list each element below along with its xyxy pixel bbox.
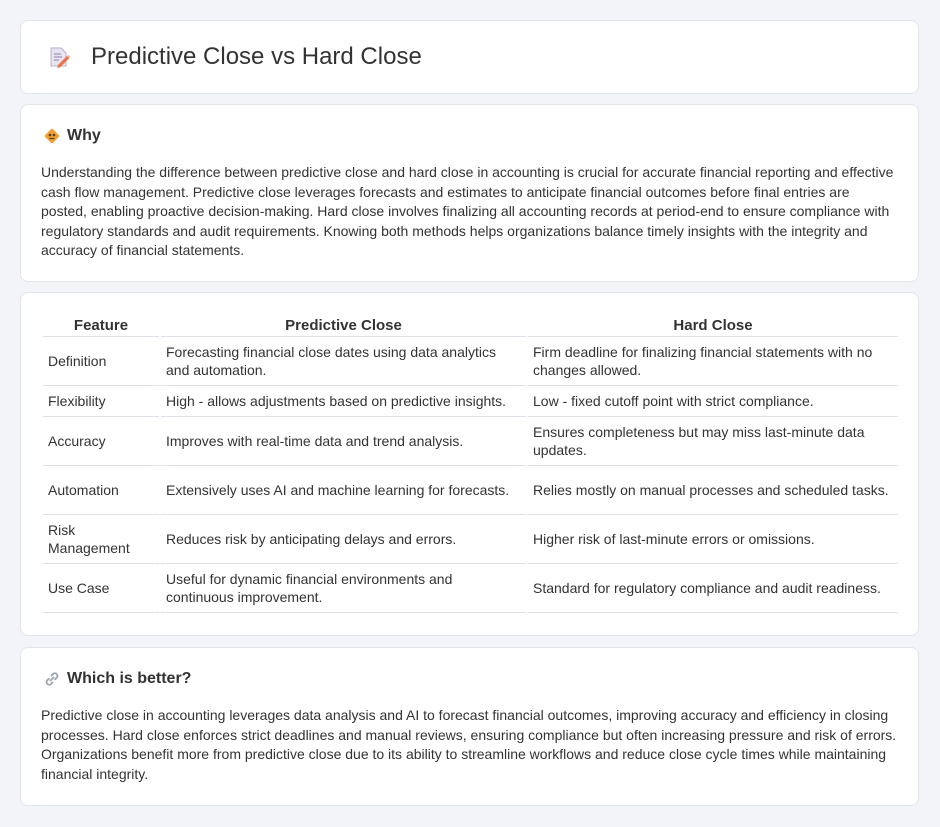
table-row xyxy=(43,417,898,466)
feature-cell: Automation xyxy=(43,466,159,515)
hard-cell: Higher risk of last-minute errors or omissions. xyxy=(528,515,898,564)
warning-diamond-icon xyxy=(43,127,61,145)
why-section xyxy=(20,104,919,282)
table-row xyxy=(43,466,898,515)
comparison-table xyxy=(41,315,900,613)
header-hard-close: Hard Close xyxy=(528,315,898,337)
page-title: Predictive Close vs Hard Close xyxy=(91,43,422,70)
table-row xyxy=(43,564,898,613)
predictive-cell: Useful for dynamic financial environments and continuous improvement. xyxy=(161,564,526,613)
table-row xyxy=(43,386,898,417)
predictive-cell: Improves with real-time data and trend analysis. xyxy=(161,417,526,466)
hard-cell: Standard for regulatory compliance and audit readiness. xyxy=(528,564,898,613)
hard-cell: Low - fixed cutoff point with strict compliance. xyxy=(528,386,898,417)
which-is-better-text: Predictive close in accounting leverages data analysis and AI to forecast financial outcomes, improving accuracy and efficiency in closing processes. Hard close enforces strict deadlines and manual reviews, ensuring compliance but often increasing pressure and risk of errors. Organizations benefit more from predictive close due to its ability to streamline workflows and reduce close cycle times while maintaining financial integrity. xyxy=(41,707,897,782)
predictive-cell: Forecasting financial close dates using data analytics and automation. xyxy=(161,337,526,386)
why-text: Understanding the difference between predictive close and hard close in accounting is crucial for accurate financial reporting and effective cash flow management. Predictive close leverages forecasts and estimates to anticipate financial outcomes before final entries are posted, enabling proactive decision-making. Hard close involves finalizing all accounting records at period-end to ensure compliance with regulatory standards and audit requirements. Knowing both methods helps organizations balance timely insights with the integrity and accuracy of financial statements. xyxy=(41,164,894,259)
feature-cell: Accuracy xyxy=(43,417,159,466)
hard-cell: Ensures completeness but may miss last-minute data updates. xyxy=(528,417,898,466)
table-row xyxy=(43,515,898,564)
document-pencil-icon xyxy=(47,45,71,69)
predictive-cell: High - allows adjustments based on predictive insights. xyxy=(161,386,526,417)
link-icon xyxy=(43,670,61,688)
feature-cell: Risk Management xyxy=(43,515,159,564)
feature-cell: Flexibility xyxy=(43,386,159,417)
which-is-better-section xyxy=(20,647,919,806)
header-card xyxy=(20,20,919,94)
header-feature: Feature xyxy=(43,315,159,337)
table-header-row xyxy=(43,315,898,337)
which-is-better-title: Which is better? xyxy=(67,670,192,687)
why-title: Why xyxy=(67,127,101,144)
hard-cell: Firm deadline for finalizing financial statements with no changes allowed. xyxy=(528,337,898,386)
comparison-table-card xyxy=(20,292,919,636)
predictive-cell: Extensively uses AI and machine learning for forecasts. xyxy=(161,466,526,515)
hard-cell: Relies mostly on manual processes and scheduled tasks. xyxy=(528,466,898,515)
feature-cell: Use Case xyxy=(43,564,159,613)
table-row xyxy=(43,337,898,386)
header-predictive-close: Predictive Close xyxy=(161,315,526,337)
feature-cell: Definition xyxy=(43,337,159,386)
predictive-cell: Reduces risk by anticipating delays and errors. xyxy=(161,515,526,564)
